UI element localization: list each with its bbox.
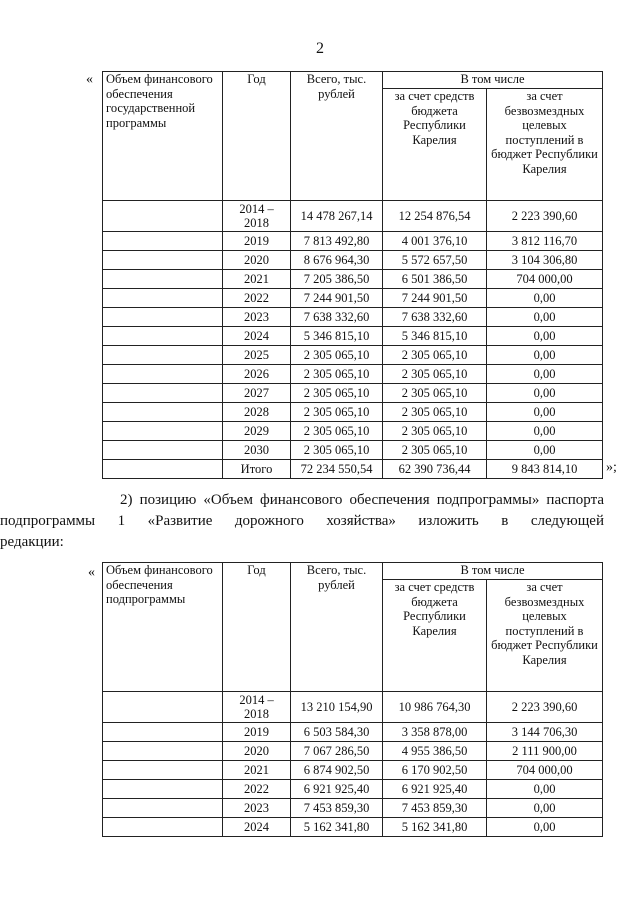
row-grants: 0,00 [487, 799, 603, 818]
row-label-cell [103, 365, 223, 384]
row-label-cell [103, 289, 223, 308]
page-number: 2 [316, 40, 324, 57]
table-row [103, 799, 603, 818]
row-label-cell [103, 384, 223, 403]
row-year: 2028 [223, 403, 291, 422]
table-row [103, 232, 603, 251]
header-total: Всего, тыс. рублей [291, 563, 383, 692]
row-year: 2021 [223, 270, 291, 289]
row-grants: 2 223 390,60 [487, 692, 603, 723]
row-label-cell [103, 346, 223, 365]
financing-table-subprogram [102, 562, 603, 837]
row-year: 2029 [223, 422, 291, 441]
table-row [103, 403, 603, 422]
row-budget: 2 305 065,10 [383, 403, 487, 422]
header-year: Год [223, 563, 291, 692]
row-budget: 6 921 925,40 [383, 780, 487, 799]
row-total: 7 813 492,80 [291, 232, 383, 251]
header-row-top [103, 72, 603, 89]
table-row [103, 723, 603, 742]
paragraph-line-3: редакции: [0, 534, 64, 550]
row-total: 5 162 341,80 [291, 818, 383, 837]
row-budget: 2 305 065,10 [383, 346, 487, 365]
row-grants: 2 111 900,00 [487, 742, 603, 761]
row-year: 2019 [223, 232, 291, 251]
table-row [103, 308, 603, 327]
row-budget: 62 390 736,44 [383, 460, 487, 479]
instruction-paragraph [0, 490, 604, 553]
row-budget: 2 305 065,10 [383, 365, 487, 384]
row-label-cell [103, 403, 223, 422]
row-total: 14 478 267,14 [291, 201, 383, 232]
row-budget: 6 501 386,50 [383, 270, 487, 289]
table-body [103, 201, 603, 479]
row-total: 6 874 902,50 [291, 761, 383, 780]
row-total: 2 305 065,10 [291, 403, 383, 422]
row-grants: 0,00 [487, 327, 603, 346]
row-budget: 5 572 657,50 [383, 251, 487, 270]
row-grants: 0,00 [487, 403, 603, 422]
row-year: 2024 [223, 327, 291, 346]
header-year: Год [223, 72, 291, 201]
table-row [103, 441, 603, 460]
header-grants: за счет безвозмездных целевых поступлений в бюджет Республики Карелия [487, 580, 603, 692]
row-budget: 4 001 376,10 [383, 232, 487, 251]
row-total: 5 346 815,10 [291, 327, 383, 346]
row-label-cell [103, 308, 223, 327]
row-year: 2014 – 2018 [223, 692, 291, 723]
row-label-cell [103, 232, 223, 251]
row-total: 7 205 386,50 [291, 270, 383, 289]
header-including: В том числе [383, 72, 603, 89]
row-total: 2 305 065,10 [291, 346, 383, 365]
row-label-cell [103, 327, 223, 346]
row-total: 7 453 859,30 [291, 799, 383, 818]
header-label: Объем финансового обеспечения подпрограммы [103, 563, 223, 692]
table-row [103, 761, 603, 780]
row-year: 2020 [223, 742, 291, 761]
row-total: 72 234 550,54 [291, 460, 383, 479]
row-label-cell [103, 818, 223, 837]
row-label-cell [103, 799, 223, 818]
row-total: 6 921 925,40 [291, 780, 383, 799]
row-total: 8 676 964,30 [291, 251, 383, 270]
row-budget: 10 986 764,30 [383, 692, 487, 723]
row-grants: 0,00 [487, 384, 603, 403]
row-year: 2014 – 2018 [223, 201, 291, 232]
header-including: В том числе [383, 563, 603, 580]
row-year: 2022 [223, 780, 291, 799]
row-budget: 7 244 901,50 [383, 289, 487, 308]
row-label-cell [103, 270, 223, 289]
paragraph-line-2: подпрограммы 1 «Развитие дорожного хозяйства» изложить в следующей [0, 513, 604, 529]
row-grants: 0,00 [487, 780, 603, 799]
row-budget: 2 305 065,10 [383, 422, 487, 441]
row-label-cell [103, 201, 223, 232]
table-row [103, 289, 603, 308]
row-budget: 4 955 386,50 [383, 742, 487, 761]
table-row [103, 327, 603, 346]
row-grants: 3 144 706,30 [487, 723, 603, 742]
opening-quote: « [86, 72, 93, 87]
row-year: 2030 [223, 441, 291, 460]
row-grants: 0,00 [487, 346, 603, 365]
row-year: 2026 [223, 365, 291, 384]
row-budget: 12 254 876,54 [383, 201, 487, 232]
table-row [103, 692, 603, 723]
row-grants: 0,00 [487, 308, 603, 327]
header-budget: за счет средств бюджета Республики Карелия [383, 89, 487, 201]
row-year: 2025 [223, 346, 291, 365]
row-budget: 5 162 341,80 [383, 818, 487, 837]
row-label-cell [103, 723, 223, 742]
row-label-cell [103, 460, 223, 479]
row-grants: 3 812 116,70 [487, 232, 603, 251]
row-total: 2 305 065,10 [291, 365, 383, 384]
row-budget: 2 305 065,10 [383, 441, 487, 460]
row-total: 7 067 286,50 [291, 742, 383, 761]
row-grants: 0,00 [487, 289, 603, 308]
row-total: 2 305 065,10 [291, 441, 383, 460]
row-grants: 0,00 [487, 422, 603, 441]
table-row [103, 201, 603, 232]
row-year: 2023 [223, 799, 291, 818]
table-body [103, 692, 603, 837]
table-row [103, 346, 603, 365]
row-budget: 6 170 902,50 [383, 761, 487, 780]
row-label-cell [103, 422, 223, 441]
header-row-top [103, 563, 603, 580]
row-year: 2019 [223, 723, 291, 742]
row-year: 2023 [223, 308, 291, 327]
row-grants: 0,00 [487, 441, 603, 460]
row-label-cell [103, 761, 223, 780]
row-grants: 2 223 390,60 [487, 201, 603, 232]
row-budget: 2 305 065,10 [383, 384, 487, 403]
table-row [103, 422, 603, 441]
table-row [103, 365, 603, 384]
row-label-cell [103, 441, 223, 460]
row-total: 6 503 584,30 [291, 723, 383, 742]
row-label-cell [103, 780, 223, 799]
row-label-cell [103, 251, 223, 270]
table-row [103, 780, 603, 799]
row-year: 2021 [223, 761, 291, 780]
table-row [103, 460, 603, 479]
closing-quote: »; [606, 460, 617, 475]
row-total: 13 210 154,90 [291, 692, 383, 723]
row-grants: 0,00 [487, 818, 603, 837]
opening-quote-2: « [88, 565, 95, 580]
row-total: 2 305 065,10 [291, 422, 383, 441]
row-budget: 5 346 815,10 [383, 327, 487, 346]
row-budget: 7 453 859,30 [383, 799, 487, 818]
row-grants: 704 000,00 [487, 270, 603, 289]
row-total: 7 244 901,50 [291, 289, 383, 308]
table-row [103, 270, 603, 289]
financing-table-program [102, 71, 603, 479]
row-grants: 0,00 [487, 365, 603, 384]
row-year: 2024 [223, 818, 291, 837]
header-grants: за счет безвозмездных целевых поступлений в бюджет Республики Карелия [487, 89, 603, 201]
row-year: Итого [223, 460, 291, 479]
paragraph-line-1: 2) позицию «Объем финансового обеспечения подпрограммы» паспорта [120, 492, 604, 508]
table-row [103, 742, 603, 761]
table-row [103, 818, 603, 837]
row-grants: 9 843 814,10 [487, 460, 603, 479]
row-total: 7 638 332,60 [291, 308, 383, 327]
row-budget: 7 638 332,60 [383, 308, 487, 327]
header-total: Всего, тыс. рублей [291, 72, 383, 201]
header-label: Объем финансового обеспечения государственной программы [103, 72, 223, 201]
row-total: 2 305 065,10 [291, 384, 383, 403]
row-year: 2022 [223, 289, 291, 308]
row-grants: 3 104 306,80 [487, 251, 603, 270]
row-grants: 704 000,00 [487, 761, 603, 780]
row-budget: 3 358 878,00 [383, 723, 487, 742]
table-row [103, 384, 603, 403]
table-row [103, 251, 603, 270]
row-label-cell [103, 742, 223, 761]
row-year: 2020 [223, 251, 291, 270]
row-year: 2027 [223, 384, 291, 403]
header-budget: за счет средств бюджета Республики Карелия [383, 580, 487, 692]
row-label-cell [103, 692, 223, 723]
